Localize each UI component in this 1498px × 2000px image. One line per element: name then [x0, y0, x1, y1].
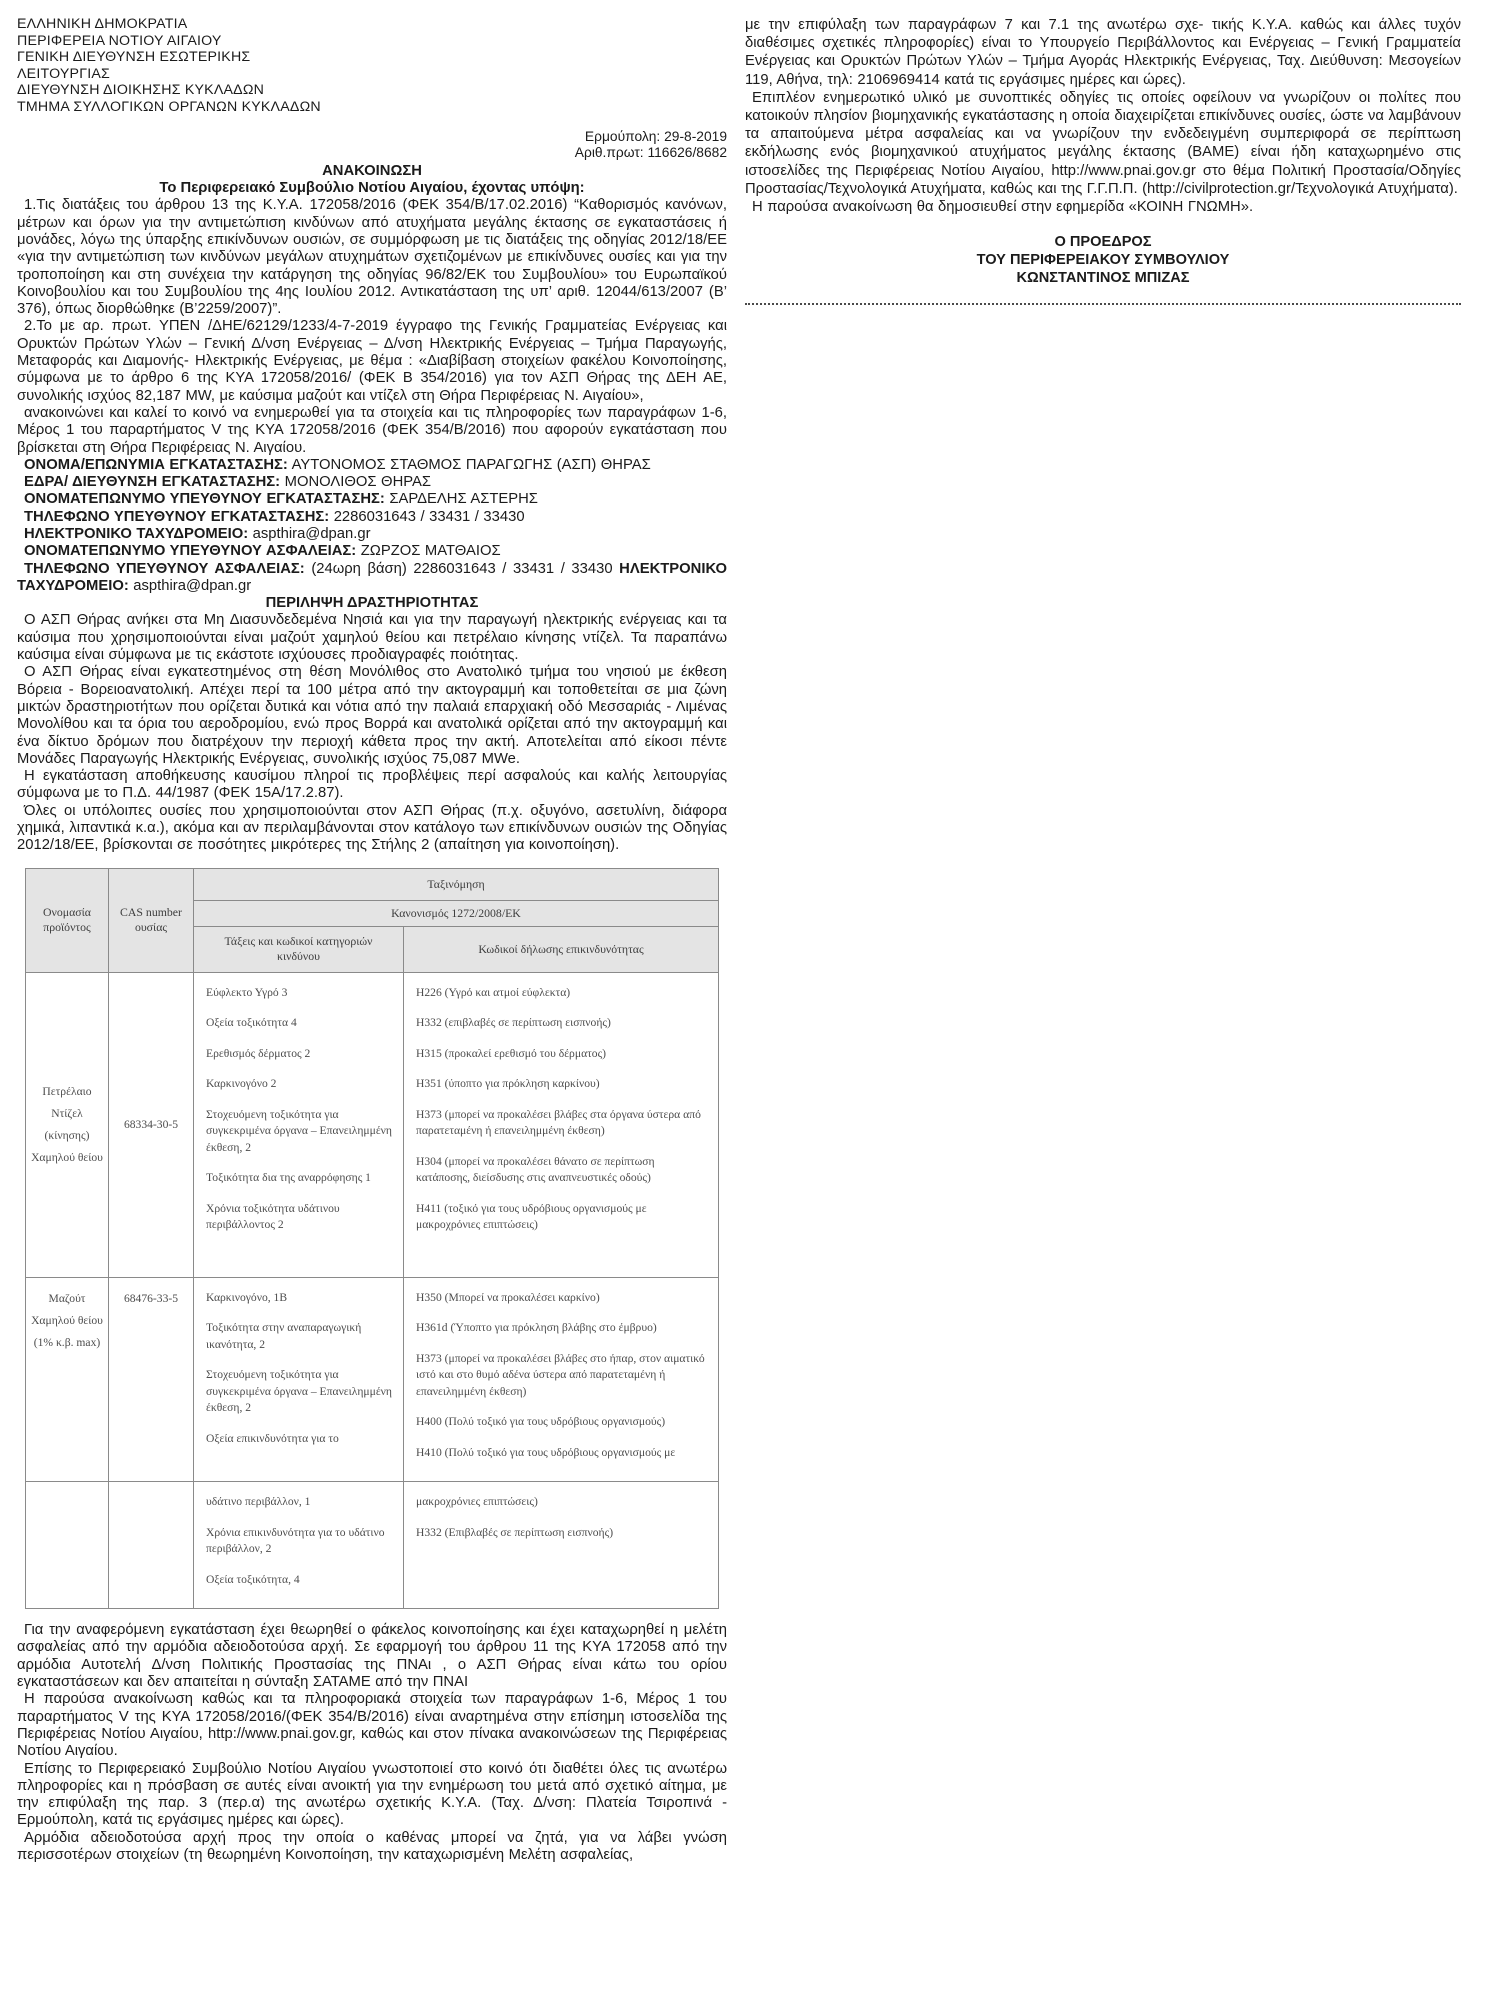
hazard-class-item: Καρκινογόνο, 1Β [206, 1290, 288, 1304]
hazard-code-item: H400 (Πολύ τοξικό για τους υδρόβιους οργανισμούς) [416, 1415, 666, 1429]
activity-summary-paragraphs [17, 612, 727, 854]
field-label: ΟΝΟΜΑ/ΕΠΩΝΥΜΙΑ ΕΓΚΑΤΑΣΤΑΣΗΣ: [24, 456, 288, 473]
field-row-facility-name [17, 457, 727, 474]
field-label: ΗΛΕΚΤΡΟΝΙΚΟ ΤΑΧΥΔΡΟΜΕΙΟ: [24, 525, 249, 542]
paragraph: Ο ΑΣΠ Θήρας είναι εγκατεστημένος στη θέση Μονόλιθος στο Ανατολικό τμήμα του νησιού με έκθεση Βόρεια - Βορειοανατολική. Απέχει περί τα 100 μέτρα από την ακτογραμμή και τοποθετείται σε μια ζώνη μικτών δραστηριοτήτων που ορίζεται δυτικά και νότια από την παλαιά επαρχιακή οδό Μεσσαριάς - Λιμένας Μονολίθου και τα όρια του αεροδρομίου, ενώ προς Βορρά και ανατολικά ορίζεται από την ακτογραμμή και ένα δίκτυο δρόμων που διατρέχουν την περιοχή κάθετα προς την ακτή. Αποτελείται από είκοσι πέντε Μονάδες Παραγωγής Ηλεκτρικής Ενέργειας, συνολικής ισχύος 75,087 MWe. [17, 664, 727, 767]
cas-cell: 68334-30-5 [109, 972, 194, 1277]
hazard-class-item: Στοχευόμενη τοξικότητα για συγκεκριμένα όργανα – Επανειλημμένη έκθεση, 2 [206, 1107, 392, 1154]
field-value: aspthira@dpan.gr [252, 525, 371, 542]
table-row-diesel [26, 972, 719, 1277]
codes-cell [404, 1277, 719, 1482]
paragraph: Η εγκατάσταση αποθήκευσης καυσίμου πληροί τις προβλέψεις περί ασφαλούς και καλής λειτουργίας σύμφωνα με το Π.Δ. 44/1987 (ΦΕΚ 15Α/17.2.87). [17, 768, 727, 802]
field-value: ΣΑΡΔΕΛΗΣ ΑΣΤΕΡΗΣ [389, 491, 538, 508]
paragraph: Η παρούσα ανακοίνωση καθώς και τα πληροφοριακά στοιχεία των παραγράφων 1-6, Μέρος 1 του παραρτήματος V της ΚΥΑ 172058/2016/(ΦΕΚ 354/Β/2016) είναι αναρτημένα στην επίσημη ιστοσελίδα της Περιφέρειας Νοτίου Αιγαίου, http://www.pnai.gov.gr, καθώς και στον πίνακα ανακοινώσεων της Περιφέρειας Νοτίου Αιγαίου. [17, 1691, 727, 1760]
field-row-email [17, 526, 727, 543]
hazard-class-item: Οξεία τοξικότητα, 4 [206, 1572, 300, 1586]
hazard-code-item: H332 (επιβλαβές σε περίπτωση εισπνοής) [416, 1016, 611, 1030]
field-label: ΟΝΟΜΑΤΕΠΩΝΥΜΟ ΥΠΕΥΘΥΝΟΥ ΑΣΦΑΛΕΙΑΣ: [24, 543, 357, 560]
hazard-class-item: Ερεθισμός δέρματος 2 [206, 1046, 311, 1060]
signature-line: Ο ΠΡΟΕΔΡΟΣ [1054, 234, 1152, 251]
agency-line: ΓΕΝΙΚΗ ΔΙΕΥΘΥΝΣΗ ΕΣΩΤΕΡΙΚΗΣ [17, 49, 251, 66]
hazard-code-item: H410 (Πολύ τοξικό για τους υδρόβιους οργανισμούς με [416, 1445, 676, 1459]
product-cell: Μαζούτ Χαμηλού θείου (1% κ.β. max) [26, 1277, 109, 1482]
header-cas: CAS number ουσίας [109, 868, 194, 972]
closing-paragraphs [17, 1622, 727, 1864]
field-value: aspthira@dpan.gr [133, 577, 252, 594]
hazard-class-item: Καρκινογόνο 2 [206, 1077, 277, 1091]
agency-line: ΤΜΗΜΑ ΣΥΛΛΟΓΙΚΩΝ ΟΡΓΑΝΩΝ ΚΥΚΛΑΔΩΝ [17, 98, 321, 115]
signature-dotted-line [745, 300, 1461, 305]
hazard-code-item: H304 (μπορεί να προκαλέσει θάνατο σε περίπτωση κατάποσης, διείσδυσης στις αναπνευστικές οδούς) [416, 1154, 655, 1185]
paragraph: Επίσης το Περιφερειακό Συμβούλιο Νοτίου Αιγαίου γνωστοποιεί στο κοινό ότι διαθέτει όλες τις ανωτέρω πληροφορίες και η πρόσβαση σε αυτές είναι ανοικτή για την ενημέρωση του μετά από σχετικό αίτημα, με την επιφύλαξη της παρ. 3 (περ.α) της ανωτέρω σχετικής Κ.Υ.Α. (Ταχ. Δ/νση: Πλατεία Τσιροπινά - Ερμούπολη, κατά τις εργάσιμες ημέρες και ώρες). [17, 1760, 727, 1829]
signature-block [745, 233, 1461, 287]
hazard-class-item: Οξεία τοξικότητα 4 [206, 1016, 297, 1030]
paragraph: 1.Τις διατάξεις του άρθρου 13 της Κ.Υ.Α. 172058/2016 (ΦΕΚ 354/Β/17.02.2016) “Καθορισμός κανόνων, μέτρων και όρων για την αντιμετώπιση κινδύνων από ατυχήματα μεγάλης έκτασης σε εγκαταστάσεις ή μονάδες, λόγω της ύπαρξης επικίνδυνων ουσιών, σε συμμόρφωση με τις διατάξεις της οδηγίας 2012/18/ΕΕ «για την αντιμετώπιση των κινδύνων μεγάλων ατυχημάτων σχετιζομένων με επικίνδυνες ουσίες και για την τροποποίηση και στη συνέχεια την κατάργηση της οδηγίας 96/82/ΕΚ του Συμβουλίου» του Ευρωπαϊκού Κοινοβουλίου και του Συμβουλίου της 4ης Ιουλίου 2012. Αντικατάσταση της υπ’ αριθ. 12044/613/2007 (Β’ 376), όπως διορθώθηκε (Β’2259/2007)”. [17, 197, 727, 318]
agency-line: ΛΕΙΤΟΥΡΓΙΑΣ [17, 65, 110, 82]
field-value: ΜΟΝΟΛΙΘΟΣ ΘΗΡΑΣ [284, 474, 432, 491]
table-row-mazut [26, 1277, 719, 1482]
protocol-number-line: Αριθ.πρωτ: 116626/8682 [574, 145, 727, 161]
field-label: ΤΗΛΕΦΩΝΟ ΥΠΕΥΘΥΝΟΥ ΑΣΦΑΛΕΙΑΣ: [24, 560, 305, 577]
field-label: ΤΗΛΕΦΩΝΟ ΥΠΕΥΘΥΝΟΥ ΕΓΚΑΤΑΣΤΑΣΗΣ: [24, 508, 330, 525]
paragraph: Επιπλέον ενημερωτικό υλικό με συνοπτικές οδηγίες τις οποίες οφείλουν να γνωρίζουν οι πολίτες που κατοικούν πλησίον βιομηχανικής εγκατάστασης η οποία διαχειρίζεται επικίνδυνες ουσίες, ώστε να λαμβάνουν τα απαιτούμενα μέτρα ασφαλείας και να γνωρίζουν την ενδεδειγμένη συμπεριφορά σε περίπτωση εκδήλωσης ενός βιομηχανικού ατυχήματος μεγάλης έκτασης (ΒΑΜΕ) είναι ήδη καταχωρημένο στις ιστοσελίδες της Περιφέρειας Νοτίου Αιγαίου, http://www.pnai.gov.gr στο θέμα Πολιτική Προστασία/Οδηγίες Προστασίας/Τεχνολογικά Ατυχήματα, καθώς και της Γ.Γ.Π.Π. (http://civilprotection.gr/Τεχνολογικά Ατυχήματα). [745, 89, 1461, 197]
header-classification: Ταξινόμηση [194, 868, 719, 900]
field-row-manager-phone [17, 509, 727, 526]
hazard-classification-table [25, 868, 719, 1610]
agency-line: ΠΕΡΙΦΕΡΕΙΑ ΝΟΤΙΟΥ ΑΙΓΑΙΟΥ [17, 32, 222, 49]
header-hazard-codes: Κωδικοί δήλωσης επικινδυνότητας [404, 926, 719, 972]
field-row-facility-address [17, 474, 727, 491]
field-row-safety-phone-email [17, 561, 727, 596]
hazard-code-item: μακροχρόνιες επιπτώσεις) [416, 1495, 538, 1509]
classes-cell [194, 1277, 404, 1482]
hazard-class-item: Τοξικότητα στην αναπαραγωγική ικανότητα, 2 [206, 1321, 362, 1351]
hazard-table-header [26, 868, 719, 972]
agency-header-block [17, 16, 727, 116]
hazard-code-item: H332 (Επιβλαβές σε περίπτωση εισπνοής) [416, 1525, 614, 1539]
hazard-class-item: Χρόνια επικινδυνότητα για το υδάτινο περιβάλλον, 2 [206, 1525, 385, 1556]
hazard-code-item: H373 (μπορεί να προκαλέσει βλάβες στα όργανα ύστερα από παρατεταμένη ή επανειλημμένη έκθεση) [416, 1107, 701, 1138]
announcement-title: ΑΝΑΚΟΙΝΩΣΗ [322, 162, 422, 179]
field-label: ΕΔΡΑ/ ΔΙΕΥΘΥΝΣΗ ΕΓΚΑΤΑΣΤΑΣΗΣ: [24, 474, 281, 491]
signature-line: ΤΟΥ ΠΕΡΙΦΕΡΕΙΑΚΟΥ ΣΥΜΒΟΥΛΙΟΥ [976, 252, 1230, 269]
product-cell [26, 1482, 109, 1609]
hazard-class-item: Χρόνια τοξικότητα υδάτινου περιβάλλοντος 2 [206, 1201, 340, 1232]
field-row-manager-name [17, 491, 727, 508]
field-label: ΗΛΕΚΤΡΟΝΙΚΟ ΤΑΧΥΔΡΟΜΕΙΟ: [17, 560, 727, 594]
hazard-code-item: H361d (Ύποπτο για πρόκληση βλάβης στο έμβρυο) [416, 1321, 657, 1335]
table-header-row [26, 868, 719, 900]
classes-cell [194, 1482, 404, 1609]
hazard-code-item: H351 (ύποπτο για πρόκληση καρκίνου) [416, 1077, 600, 1091]
field-value: 2286031643 / 33431 / 33430 [333, 508, 525, 525]
activity-summary-heading: ΠΕΡΙΛΗΨΗ ΔΡΑΣΤΗΡΙΟΤΗΤΑΣ [265, 595, 479, 612]
paragraph: με την επιφύλαξη των παραγράφων 7 και 7.1 της ανωτέρω σχε- τικής Κ.Υ.Α. καθώς και άλλες τυχόν διαθέσιμες σχετικές πληροφορίες) είναι το Υπουργείο Περιβάλλοντος και Ενέργειας – Γενική Γραμματεία Ενέργειας και Ορυκτών Πρώτων Υλών – Τμήμα Αγοράς Ηλεκτρικής Ενέργειας, Ταχ. Διεύθυνση: Μεσογείων 119, Αθήνα, τηλ: 2106969414 κατά τις εργάσιμες ημέρες και ώρες). [745, 17, 1461, 88]
header-regulation: Κανονισμός 1272/2008/ΕΚ [194, 900, 719, 926]
paragraph: Ο ΑΣΠ Θήρας ανήκει στα Μη Διασυνδεδεμένα Νησιά και για την παραγωγή ηλεκτρικής ενέργειας και τα καύσιμα που χρησιμοποιούνται είναι μαζούτ χαμηλού θείου και πετρέλαιο κίνησης ντίζελ. Τα παραπάνω καύσιμα είναι σύμφωνα με τις εκάστοτε ισχύουσες προδιαγραφές ποιότητας. [17, 612, 727, 664]
right-column-paragraphs [745, 16, 1461, 216]
table-row-mazut-continued [26, 1482, 719, 1609]
hazard-class-item: Στοχευόμενη τοξικότητα για συγκεκριμένα όργανα – Επανειλημμένη έκθεση, 2 [206, 1368, 392, 1415]
hazard-class-item: υδάτινο περιβάλλον, 1 [206, 1495, 311, 1509]
paragraph: Αρμόδια αδειοδοτούσα αρχή προς την οποία ο καθένας μπορεί να ζητά, για να λάβει γνώση περισσοτέρων στοιχείων (τη θεωρημένη Κοινοποίηση, την καταχωρισμένη Μελέτη ασφαλείας, [17, 1829, 727, 1863]
agency-line: ΔΙΕΥΘΥΝΣΗ ΔΙΟΙΚΗΣΗΣ ΚΥΚΛΑΔΩΝ [17, 82, 265, 99]
cas-cell: 68476-33-5 [109, 1277, 194, 1482]
hazard-code-item: H315 (προκαλεί ερεθισμό του δέρματος) [416, 1046, 607, 1060]
paragraph: Η παρούσα ανακοίνωση θα δημοσιευθεί στην εφημερίδα «ΚΟΙΝΗ ΓΝΩΜΗ». [752, 199, 1254, 216]
paragraph: Για την αναφερόμενη εγκατάσταση έχει θεωρηθεί ο φάκελος κοινοποίησης και έχει καταχωρηθεί η μελέτη ασφαλείας από την αρμόδια αδειοδοτούσα αρχή. Σε εφαρμογή του άρθρου 11 της ΚΥΑ 172058 από την αρμόδια Αυτοτελή Δ/νση Πολιτικής Προστασίας της ΠΝΑι , ο ΑΣΠ Θήρας είναι κάτω του ορίου εγκαταστάσεων και δεν απαιτείται η σύνταξη ΣΑΤΑΜΕ από την ΠΝΑΙ [17, 1622, 727, 1691]
intro-paragraphs [17, 197, 727, 456]
agency-line: ΕΛΛΗΝΙΚΗ ΔΗΜΟΚΡΑΤΙΑ [17, 16, 188, 32]
facility-fields-block [17, 457, 727, 595]
field-label: ΟΝΟΜΑΤΕΠΩΝΥΜΟ ΥΠΕΥΘΥΝΟΥ ΕΓΚΑΤΑΣΤΑΣΗΣ: [24, 491, 385, 508]
hazard-class-item: Οξεία επικινδυνότητα για το [206, 1431, 339, 1445]
codes-cell [404, 1482, 719, 1609]
classes-cell [194, 972, 404, 1277]
codes-cell [404, 972, 719, 1277]
paragraph: 2.Το με αρ. πρωτ. ΥΠΕΝ /ΔΗΕ/62129/1233/4-7-2019 έγγραφο της Γενικής Γραμματείας Ενέργειας και Ορυκτών Πρώτων Υλών – Γενική Δ/νση Ενέργειας – Δ/νση Ηλεκτρικής Ενέργειας – Τμήμα Παραγωγής, Μεταφοράς και Διαμονής- Ηλεκτρικής Ενέργειας, με θέμα : «Διαβίβαση στοιχείων φακέλου Κοινοποίησης, σύμφωνα με το άρθρο 6 της ΚΥΑ 172058/2016/ (ΦΕΚ Β 354/2016) για τον ΑΣΠ Θήρας της ΔΕΗ ΑΕ, συνολικής ισχύος 82,187 MW, με καύσιμα μαζούτ και ντίζελ στη Θήρα Περιφέρειας Ν. Αιγαίου», [17, 318, 727, 404]
hazard-class-item: Εύφλεκτο Υγρό 3 [206, 985, 288, 999]
field-value: (24ωρη βάση) 2286031643 / 33431 / 33430 [311, 560, 613, 577]
hazard-code-item: H226 (Υγρό και ατμοί εύφλεκτα) [416, 985, 571, 999]
field-value: ΖΩΡΖΟΣ ΜΑΤΘΑΙΟΣ [360, 543, 501, 560]
date-place-line: Ερμούπολη: 29-8-2019 [584, 128, 727, 144]
cas-cell [109, 1482, 194, 1609]
header-hazard-classes: Τάξεις και κωδικοί κατηγοριών κινδύνου [194, 926, 404, 972]
right-column [745, 16, 1461, 305]
header-product: Ονομασία προϊόντος [26, 868, 109, 972]
field-row-safety-officer [17, 543, 727, 560]
signature-line: ΚΩΝΣΤΑΝΤΙΝΟΣ ΜΠΙΖΑΣ [1016, 270, 1190, 287]
left-column [17, 16, 727, 1864]
hazard-code-item: H411 (τοξικό για τους υδρόβιους οργανισμούς με μακροχρόνιες επιπτώσεις) [416, 1201, 647, 1232]
date-block [17, 129, 727, 162]
hazard-code-item: H350 (Μπορεί να προκαλέσει καρκίνο) [416, 1290, 600, 1304]
product-cell: Πετρέλαιο Ντίζελ (κίνησης) Χαμηλού θείου [26, 972, 109, 1277]
field-value: ΑΥΤΟΝΟΜΟΣ ΣΤΑΘΜΟΣ ΠΑΡΑΓΩΓΗΣ (ΑΣΠ) ΘΗΡΑΣ [291, 456, 651, 473]
hazard-class-item: Τοξικότητα δια της αναρρόφησης 1 [206, 1171, 371, 1185]
paragraph: ανακοινώνει και καλεί το κοινό να ενημερωθεί για τα στοιχεία και τις πληροφορίες των παραγράφων 1-6, Μέρος 1 του παραρτήματος V της ΚΥΑ 172058/2016 (ΦΕΚ 354/Β/2016) που αφορούν εγκατάσταση που βρίσκεται στη Θήρα Περιφέρειας Ν. Αιγαίου. [17, 404, 727, 456]
paragraph: Όλες οι υπόλοιπες ουσίες που χρησιμοποιούνται στον ΑΣΠ Θήρας (π.χ. οξυγόνο, ασετυλίνη, διάφορα χημικά, λιπαντικά κ.α.), ακόμα και αν περιλαμβάνονται στον κατάλογο των επικίνδυνων ουσιών της Οδηγίας 2012/18/ΕΕ, βρίσκονται σε ποσότητες μικρότερες της Στήλης 2 (απαίτηση για κοινοποίηση). [17, 802, 727, 854]
announcement-subtitle: Το Περιφερειακό Συμβούλιο Νοτίου Αιγαίου, έχοντας υπόψη: [159, 180, 585, 197]
hazard-code-item: H373 (μπορεί να προκαλέσει βλάβες στο ήπαρ, στον αιματικό ιστό και στο θυμό αδένα ύστερα από παρατεταμένη ή επανειλημμένη έκθεση) [416, 1351, 705, 1398]
